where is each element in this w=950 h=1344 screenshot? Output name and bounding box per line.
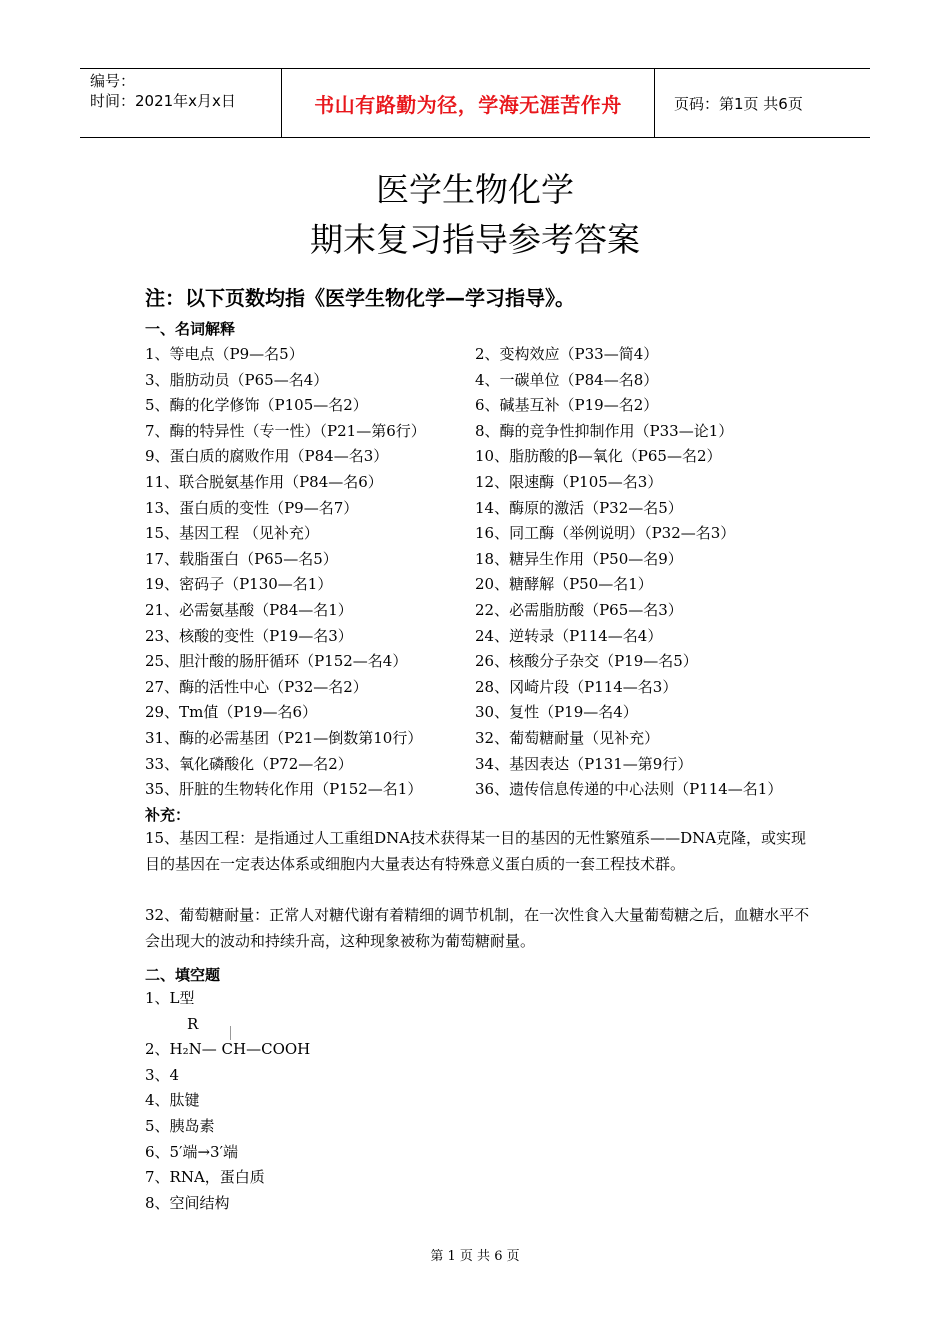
term-row bbox=[145, 419, 825, 445]
term-right: 16、同工酶（举例说明）（P32—名3） bbox=[475, 524, 736, 543]
section1-heading: 一、名词解释 bbox=[145, 320, 236, 338]
term-row bbox=[145, 521, 825, 547]
term-row bbox=[145, 470, 825, 496]
term-row bbox=[145, 624, 825, 650]
title-line2: 期末复习指导参考答案 bbox=[310, 220, 640, 259]
term-right: 10、脂肪酸的β—氧化（P65—名2） bbox=[475, 447, 722, 466]
term-right: 4、一碳单位（P84—名8） bbox=[475, 370, 659, 389]
term-right: 30、复性（P19—名4） bbox=[475, 703, 638, 722]
term-left: 21、必需氨基酸（P84—名1） bbox=[145, 600, 353, 619]
number-label: 编号： bbox=[90, 72, 136, 90]
term-row bbox=[145, 675, 825, 701]
motto: 书山有路勤为径，学海无涯苦作舟 bbox=[314, 92, 622, 117]
answer-2: 2、H₂N— CH—COOH bbox=[145, 1040, 311, 1059]
supplement-paragraph-1: 15、基因工程：是指通过人工重组DNA技术获得某一目的基因的无性繁殖系——DNA克隆，或实现目的基因在一定表达体系或细胞内大量表达有特殊意义蛋白质的一套工程技术群。 bbox=[145, 829, 807, 873]
term-left: 15、基因工程 （见补充） bbox=[145, 524, 319, 543]
term-left: 31、酶的必需基团（P21—倒数第10行） bbox=[145, 728, 423, 747]
term-row bbox=[145, 547, 825, 573]
header-table bbox=[80, 68, 870, 138]
structure-bond-line bbox=[230, 1026, 231, 1040]
header-page-info bbox=[664, 69, 870, 137]
term-right: 26、核酸分子杂交（P19—名5） bbox=[475, 652, 698, 671]
term-left: 27、酶的活性中心（P32—名2） bbox=[145, 677, 368, 696]
header-motto-cell bbox=[281, 69, 655, 137]
term-row bbox=[145, 777, 825, 803]
term-right: 28、冈崎片段（P114—名3） bbox=[475, 677, 678, 696]
term-row bbox=[145, 752, 825, 778]
term-left: 25、胆汁酸的肠肝循环（P152—名4） bbox=[145, 652, 408, 671]
supplement-paragraph-2: 32、葡萄糖耐量：正常人对糖代谢有着精细的调节机制，在一次性食入大量葡萄糖之后，血糖水平不会出现大的波动和持续升高，这种现象被称为葡萄糖耐量。 bbox=[145, 906, 810, 950]
note: 注：以下页数均指《医学生物化学—学习指导》。 bbox=[145, 286, 575, 310]
term-row bbox=[145, 342, 825, 368]
term-left: 13、蛋白质的变性（P9—名7） bbox=[145, 498, 359, 517]
fill-answers bbox=[145, 986, 745, 1216]
term-left: 5、酶的化学修饰（P105—名2） bbox=[145, 396, 368, 415]
term-right: 22、必需脂肪酸（P65—名3） bbox=[475, 600, 683, 619]
term-left: 17、载脂蛋白（P65—名5） bbox=[145, 549, 338, 568]
term-left: 33、氧化磷酸化（P72—名2） bbox=[145, 754, 353, 773]
supplement-heading: 补充： bbox=[145, 806, 191, 824]
term-left: 1、等电点（P9—名5） bbox=[145, 345, 304, 363]
answer-3: 3、4 bbox=[145, 1065, 180, 1084]
answer-6: 6、5′端→3′端 bbox=[145, 1142, 239, 1161]
term-right: 24、逆转录（P114—名4） bbox=[475, 626, 663, 645]
term-right: 6、碱基互补（P19—名2） bbox=[475, 396, 659, 415]
term-left: 23、核酸的变性（P19—名3） bbox=[145, 626, 353, 645]
term-left: 9、蛋白质的腐败作用（P84—名3） bbox=[145, 447, 389, 466]
term-row bbox=[145, 444, 825, 470]
term-left: 11、联合脱氨基作用（P84—名6） bbox=[145, 472, 383, 491]
structure-r-group: R bbox=[187, 1014, 199, 1033]
answer-1: 1、L型 bbox=[145, 989, 195, 1007]
term-right: 32、葡萄糖耐量（见补充） bbox=[475, 728, 660, 747]
term-right: 36、遗传信息传递的中心法则（P114—名1） bbox=[475, 780, 783, 799]
term-left: 19、密码子（P130—名1） bbox=[145, 575, 333, 594]
term-left: 35、肝脏的生物转化作用（P152—名1） bbox=[145, 780, 423, 799]
term-left: 7、酶的特异性（专一性）（P21—第6行） bbox=[145, 421, 426, 440]
term-right: 34、基因表达（P131—第9行） bbox=[475, 754, 693, 773]
term-left: 3、脂肪动员（P65—名4） bbox=[145, 370, 329, 389]
term-right: 14、酶原的激活（P32—名5） bbox=[475, 498, 683, 517]
title-line1: 医学生物化学 bbox=[376, 170, 574, 209]
term-right: 8、酶的竞争性抑制作用（P33—论1） bbox=[475, 421, 734, 440]
term-left: 29、Tm值（P19—名6） bbox=[145, 703, 318, 722]
term-row bbox=[145, 368, 825, 394]
time-label: 时间：2021年x月x日 bbox=[90, 92, 236, 110]
page-footer: 第 1 页 共 6 页 bbox=[430, 1249, 520, 1264]
term-row bbox=[145, 649, 825, 675]
header-meta bbox=[80, 69, 280, 137]
answer-8: 8、空间结构 bbox=[145, 1193, 230, 1212]
term-row bbox=[145, 598, 825, 624]
term-row bbox=[145, 700, 825, 726]
section2-heading: 二、填空题 bbox=[145, 966, 221, 984]
answer-7: 7、RNA，蛋白质 bbox=[145, 1168, 265, 1187]
term-row bbox=[145, 572, 825, 598]
term-right: 18、糖异生作用（P50—名9） bbox=[475, 549, 683, 568]
term-right: 20、糖酵解（P50—名1） bbox=[475, 575, 653, 594]
term-list bbox=[145, 342, 825, 803]
term-row bbox=[145, 393, 825, 419]
term-right: 12、限速酶（P105—名3） bbox=[475, 472, 663, 491]
answer-5: 5、胰岛素 bbox=[145, 1116, 215, 1135]
page-info: 页码：第1页 共6页 bbox=[674, 94, 803, 113]
term-right: 2、变构效应（P33—简4） bbox=[475, 345, 659, 363]
term-row bbox=[145, 726, 825, 752]
term-row bbox=[145, 496, 825, 522]
answer-4: 4、肽键 bbox=[145, 1091, 200, 1110]
